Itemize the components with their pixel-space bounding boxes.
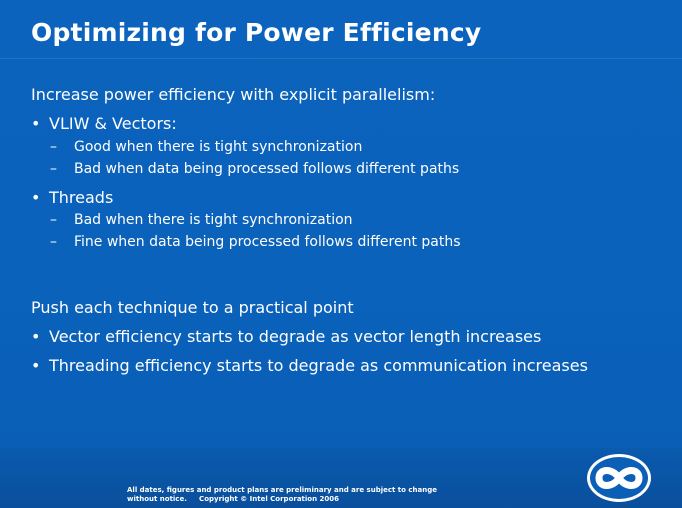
sub-bullet-text: Fine when data being processed follows different paths: [74, 234, 461, 250]
sub-bullet-text: Bad when data being processed follows different paths: [74, 161, 460, 177]
bullet-label: VLIW & Vectors:: [49, 114, 177, 133]
bullet-label: Vector efficiency starts to degrade as vector length increases: [49, 327, 542, 346]
bullet-label: Threading efficiency starts to degrade as communication increases: [49, 356, 588, 375]
dash-marker: –: [50, 234, 57, 250]
slide-title: Optimizing for Power Efficiency: [31, 18, 482, 47]
bullet-marker: •: [31, 114, 41, 133]
sub-bullet-text: Good when there is tight synchronization: [74, 139, 363, 155]
bullet-marker: •: [31, 188, 41, 207]
dash-marker: –: [50, 161, 57, 177]
infinity-logo-icon: [585, 452, 653, 504]
bullet-marker: •: [31, 327, 41, 346]
footer-line-1: All dates, figures and product plans are preliminary and are subject to change: [127, 486, 437, 494]
dash-marker: –: [50, 139, 57, 155]
bullet-marker: •: [31, 356, 41, 375]
second-intro-text: Push each technique to a practical point: [31, 298, 354, 317]
title-divider: [0, 58, 682, 59]
footer-line-2: without notice. Copyright © Intel Corporation 2006: [127, 495, 340, 503]
sub-bullet-text: Bad when there is tight synchronization: [74, 212, 353, 228]
intro-text: Increase power efficiency with explicit parallelism:: [31, 85, 436, 104]
footer-disclaimer: [127, 486, 437, 504]
dash-marker: –: [50, 212, 57, 228]
bullet-label: Threads: [49, 188, 114, 207]
